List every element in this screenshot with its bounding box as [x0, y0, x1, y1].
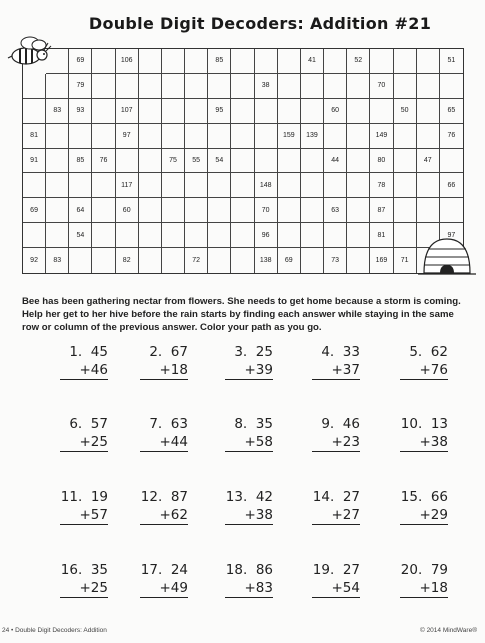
grid-cell: 73 [324, 248, 347, 273]
grid-cell: 55 [185, 149, 208, 174]
grid-cell: 85 [69, 149, 92, 174]
grid-cell [440, 149, 463, 174]
problem-top: 5. 62 [409, 344, 448, 360]
grid-cell [69, 173, 92, 198]
grid-cell [139, 173, 162, 198]
grid-cell [417, 173, 440, 198]
grid-cell [231, 223, 254, 248]
grid-cell: 70 [370, 74, 393, 99]
grid-cell [417, 124, 440, 149]
grid-cell [208, 223, 231, 248]
grid-cell [208, 173, 231, 198]
grid-cell [69, 248, 92, 273]
grid-cell [23, 74, 46, 99]
grid-cell [278, 74, 301, 99]
grid-cell [46, 223, 69, 248]
footer-copyright: © 2014 MindWare® [419, 627, 477, 634]
problem-bottom: +54 [312, 580, 360, 598]
problem-bottom: +57 [60, 507, 108, 525]
grid-cell [23, 173, 46, 198]
grid-cell: 47 [417, 149, 440, 174]
page-title: Double Digit Decoders: Addition #21 [88, 14, 432, 33]
grid-cell [231, 173, 254, 198]
grid-cell: 159 [278, 124, 301, 149]
grid-cell: 138 [255, 248, 278, 273]
grid-cell [185, 124, 208, 149]
grid-cell: 139 [301, 124, 324, 149]
grid-cell: 97 [116, 124, 139, 149]
grid-cell: 41 [301, 49, 324, 74]
grid-cell: 51 [440, 49, 463, 74]
grid-cell [347, 149, 370, 174]
grid-cell [92, 248, 115, 273]
grid-cell [324, 74, 347, 99]
grid-cell [46, 74, 69, 99]
grid-cell [440, 198, 463, 223]
grid-cell [139, 149, 162, 174]
addition-problem [378, 344, 448, 380]
grid-cell [301, 173, 324, 198]
problem-bottom: +83 [225, 580, 273, 598]
grid-cell [347, 124, 370, 149]
problem-top: 7. 63 [149, 416, 188, 432]
grid-cell [370, 49, 393, 74]
addition-problem [203, 344, 273, 380]
grid-cell: 78 [370, 173, 393, 198]
grid-cell [116, 223, 139, 248]
grid-cell: 66 [440, 173, 463, 198]
grid-cell [255, 124, 278, 149]
grid-cell [347, 198, 370, 223]
problem-top: 11. 19 [60, 489, 108, 505]
grid-cell [255, 149, 278, 174]
grid-cell: 93 [69, 99, 92, 124]
grid-cell [417, 99, 440, 124]
grid-cell [301, 248, 324, 273]
problem-set [0, 344, 485, 604]
grid-cell [162, 74, 185, 99]
problem-top: 1. 45 [69, 344, 108, 360]
addition-problem [203, 489, 273, 525]
grid-cell [417, 49, 440, 74]
problem-top: 18. 86 [225, 562, 273, 578]
beehive-icon [418, 235, 476, 277]
grid-cell: 50 [394, 99, 417, 124]
grid-cell [46, 173, 69, 198]
grid-cell [231, 124, 254, 149]
grid-cell: 44 [324, 149, 347, 174]
grid-cell: 63 [324, 198, 347, 223]
grid-cell [116, 149, 139, 174]
addition-problem [38, 562, 108, 598]
grid-cell [92, 173, 115, 198]
grid-cell [139, 248, 162, 273]
problem-bottom: +38 [400, 434, 448, 452]
grid-cell [347, 223, 370, 248]
grid-cell: 95 [208, 99, 231, 124]
problem-bottom: +23 [312, 434, 360, 452]
grid-cell [394, 49, 417, 74]
grid-cell [301, 198, 324, 223]
grid-cell [208, 198, 231, 223]
problem-top: 14. 27 [312, 489, 360, 505]
problem-top: 8. 35 [234, 416, 273, 432]
grid-cell [139, 124, 162, 149]
problem-top: 3. 25 [234, 344, 273, 360]
problem-bottom: +25 [60, 434, 108, 452]
problem-bottom: +18 [400, 580, 448, 598]
grid-cell: 80 [370, 149, 393, 174]
problem-top: 13. 42 [225, 489, 273, 505]
grid-cell: 79 [69, 74, 92, 99]
problem-bottom: +29 [400, 507, 448, 525]
problem-top: 2. 67 [149, 344, 188, 360]
problem-bottom: +27 [312, 507, 360, 525]
problem-top: 9. 46 [321, 416, 360, 432]
grid-cell: 52 [347, 49, 370, 74]
decoder-grid [22, 48, 464, 274]
grid-cell [162, 124, 185, 149]
grid-cell [69, 124, 92, 149]
grid-cell [92, 124, 115, 149]
grid-cell [347, 99, 370, 124]
grid-cell [231, 248, 254, 273]
grid-cell: 85 [208, 49, 231, 74]
addition-problem [290, 562, 360, 598]
grid-cell: 97 [440, 223, 463, 248]
grid-cell [440, 74, 463, 99]
problem-bottom: +46 [60, 362, 108, 380]
grid-cell [185, 198, 208, 223]
addition-problem [378, 489, 448, 525]
grid-cell: 54 [208, 149, 231, 174]
grid-cell [324, 124, 347, 149]
grid-cell [185, 173, 208, 198]
instructions-text: Bee has been gathering nectar from flowers. She needs to get home because a storm is coming. Help her get to her hive before the rain starts by finding each answer while staying in the same row or column of the previous answer. Color your path as you go. [22, 296, 461, 333]
grid-cell [301, 74, 324, 99]
addition-problem [290, 416, 360, 452]
bee-icon [6, 34, 52, 70]
grid-cell [231, 198, 254, 223]
grid-cell: 70 [255, 198, 278, 223]
grid-cell [208, 124, 231, 149]
grid-cell [46, 149, 69, 174]
grid-cell [23, 99, 46, 124]
grid-cell [347, 248, 370, 273]
addition-problem [118, 562, 188, 598]
grid-cell [278, 149, 301, 174]
grid-cell [162, 223, 185, 248]
grid-cell [46, 198, 69, 223]
grid-cell: 91 [23, 149, 46, 174]
grid-cell [394, 173, 417, 198]
grid-cell [116, 74, 139, 99]
grid-cell: 75 [162, 149, 185, 174]
grid-cell: 149 [370, 124, 393, 149]
addition-problem [203, 416, 273, 452]
grid-cell [139, 198, 162, 223]
grid-cell [278, 223, 301, 248]
grid-cell [278, 49, 301, 74]
footer-page-info: 24 • Double Digit Decoders: Addition [2, 627, 107, 634]
grid-cell: 81 [370, 223, 393, 248]
grid-cell: 117 [116, 173, 139, 198]
grid-cell [92, 49, 115, 74]
grid-cell: 83 [46, 99, 69, 124]
grid-cell [301, 99, 324, 124]
grid-cell: 71 [394, 248, 417, 273]
grid-cell: 60 [324, 99, 347, 124]
grid-cell: 65 [440, 99, 463, 124]
grid-cell [255, 49, 278, 74]
grid-cell [208, 74, 231, 99]
grid-cell [162, 49, 185, 74]
addition-problem [203, 562, 273, 598]
grid-cell [255, 99, 278, 124]
grid-cell [92, 99, 115, 124]
grid-cell [231, 74, 254, 99]
addition-problem [118, 489, 188, 525]
grid-cell [394, 124, 417, 149]
grid-cell [417, 198, 440, 223]
problem-top: 16. 35 [60, 562, 108, 578]
problem-bottom: +49 [140, 580, 188, 598]
grid-cell [231, 49, 254, 74]
grid-cell [324, 173, 347, 198]
grid-cell [185, 99, 208, 124]
grid-cell [185, 49, 208, 74]
addition-problem [118, 344, 188, 380]
grid-cell [92, 74, 115, 99]
addition-problem [290, 489, 360, 525]
grid-cell: 54 [69, 223, 92, 248]
grid-cell [46, 124, 69, 149]
problem-top: 6. 57 [69, 416, 108, 432]
grid-cell: 69 [23, 198, 46, 223]
grid-cell: 72 [185, 248, 208, 273]
grid-cell: 76 [440, 124, 463, 149]
addition-problem [38, 416, 108, 452]
problem-bottom: +38 [225, 507, 273, 525]
problem-bottom: +62 [140, 507, 188, 525]
grid-cell: 87 [370, 198, 393, 223]
grid-cell [370, 99, 393, 124]
problem-bottom: +44 [140, 434, 188, 452]
grid-cell [324, 223, 347, 248]
addition-problem [38, 344, 108, 380]
grid-cell: 64 [69, 198, 92, 223]
problem-top: 17. 24 [140, 562, 188, 578]
grid-cell [347, 173, 370, 198]
grid-cell [92, 223, 115, 248]
grid-cell [162, 99, 185, 124]
problem-top: 10. 13 [400, 416, 448, 432]
addition-problem [118, 416, 188, 452]
addition-problem [290, 344, 360, 380]
problem-top: 4. 33 [321, 344, 360, 360]
grid-cell [394, 74, 417, 99]
grid-cell: 82 [116, 248, 139, 273]
grid-cell [301, 149, 324, 174]
grid-cell: 106 [116, 49, 139, 74]
grid-cell: 69 [69, 49, 92, 74]
problem-bottom: +58 [225, 434, 273, 452]
grid-cell [162, 173, 185, 198]
grid-cell [208, 248, 231, 273]
addition-problem [378, 562, 448, 598]
problem-bottom: +76 [400, 362, 448, 380]
problem-top: 19. 27 [312, 562, 360, 578]
grid-cell: 38 [255, 74, 278, 99]
grid-cell [185, 74, 208, 99]
problem-bottom: +25 [60, 580, 108, 598]
grid-cell [139, 74, 162, 99]
grid-cell [417, 74, 440, 99]
grid-cell: 83 [46, 248, 69, 273]
problem-bottom: +37 [312, 362, 360, 380]
grid-cell [231, 99, 254, 124]
grid-cell: 96 [255, 223, 278, 248]
grid-cell: 60 [116, 198, 139, 223]
grid-cell [394, 223, 417, 248]
grid-cell [301, 223, 324, 248]
addition-problem [38, 489, 108, 525]
grid-cell [231, 149, 254, 174]
grid-cell [324, 49, 347, 74]
problem-top: 12. 87 [140, 489, 188, 505]
grid-cell [394, 149, 417, 174]
grid-cell [347, 74, 370, 99]
grid-cell [394, 198, 417, 223]
grid-cell: 148 [255, 173, 278, 198]
grid-cell: 69 [278, 248, 301, 273]
problem-top: 20. 79 [400, 562, 448, 578]
grid-cell [278, 173, 301, 198]
grid-cell [139, 223, 162, 248]
grid-cell [139, 99, 162, 124]
problem-top: 15. 66 [400, 489, 448, 505]
grid-cell [162, 248, 185, 273]
grid-cell [139, 49, 162, 74]
grid-cell: 81 [23, 124, 46, 149]
grid-cell [185, 223, 208, 248]
grid-cell: 107 [116, 99, 139, 124]
grid-cell [23, 223, 46, 248]
addition-problem [378, 416, 448, 452]
grid-cell: 169 [370, 248, 393, 273]
grid-cell [278, 198, 301, 223]
grid-cell [92, 198, 115, 223]
grid-cell [162, 198, 185, 223]
grid-cell: 92 [23, 248, 46, 273]
grid-cell [278, 99, 301, 124]
problem-bottom: +39 [225, 362, 273, 380]
grid-cell: 76 [92, 149, 115, 174]
problem-bottom: +18 [140, 362, 188, 380]
